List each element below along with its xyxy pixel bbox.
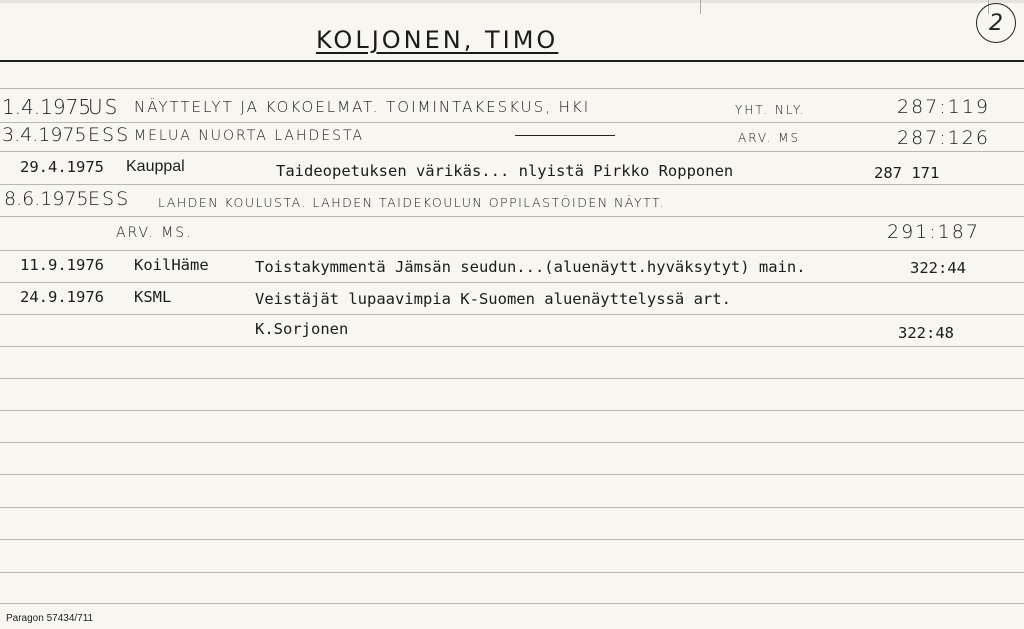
entry-ref: 322:48 (898, 324, 954, 342)
ruled-line (0, 250, 1024, 251)
ruled-line (0, 539, 1024, 540)
entry-date: 24.9.1976 (20, 288, 104, 306)
card-title: KOLJONEN, TIMO (316, 26, 559, 54)
entry-source: ESS (88, 124, 131, 146)
ruled-line (0, 603, 1024, 604)
entry-text: NÄYTTELYT JA KOKOELMAT. TOIMINTAKESKUS, HKI (134, 98, 591, 116)
entry-date: 1.4.1975 (2, 95, 92, 119)
card-number: 2 (989, 10, 1003, 36)
entry-ref: 287 171 (874, 164, 940, 182)
card-edge-mark (700, 0, 701, 14)
entry-ref: 287:126 (897, 127, 990, 149)
entry-extra: ARV. MS (738, 131, 801, 145)
entry-source: Kauppal (126, 158, 185, 175)
ruled-line (0, 282, 1024, 283)
ruled-line (0, 410, 1024, 411)
entry-date: 3.4.1975 (2, 124, 87, 146)
entry-source: US (88, 95, 120, 119)
ruled-line (0, 346, 1024, 347)
ruled-line (0, 507, 1024, 508)
ruled-line (0, 314, 1024, 315)
entry-source: ESS (88, 188, 131, 210)
entry-ref: 322:44 (910, 259, 966, 277)
entry-ref: 287:119 (897, 96, 990, 118)
entry-text: Taideopetuksen värikäs... nlyistä Pirkko Ropponen (276, 162, 734, 180)
ruled-line (0, 151, 1024, 152)
entry-text: MELUA NUORTA LAHDESTA (134, 128, 365, 144)
entry-source: KSML (134, 288, 172, 306)
entry-ref: 291:187 (887, 221, 980, 243)
ruled-line (0, 442, 1024, 443)
entry-source: KoilHäme (134, 256, 209, 274)
entry-extra: YHT. NLY. (735, 103, 806, 117)
entry-date: 8.6.1975 (4, 188, 89, 210)
entry-text: Toistakymmentä Jämsän seudun...(aluenäytt.hyväksytyt) main. (255, 258, 806, 276)
entry-date: 29.4.1975 (20, 158, 104, 176)
entry-date: 11.9.1976 (20, 256, 104, 274)
ruled-line (0, 88, 1024, 89)
ruled-line (0, 572, 1024, 573)
ditto-dash (515, 135, 615, 136)
ruled-line (0, 378, 1024, 379)
ruled-line (0, 122, 1024, 123)
ruled-line (0, 474, 1024, 475)
entry-author: K.Sorjonen (255, 320, 349, 338)
entry-text: Veistäjät lupaavimpia K-Suomen aluenäyttelyssä art. (255, 290, 731, 308)
card-number-badge (976, 3, 1016, 43)
card-top-edge (0, 0, 1024, 3)
ruled-line (0, 216, 1024, 217)
card-footer: Paragon 57434/711 (6, 613, 94, 624)
entry-extra: ARV. MS. (116, 225, 193, 241)
ruled-line (0, 184, 1024, 185)
entry-text: LAHDEN KOULUSTA. LAHDEN TAIDEKOULUN OPPILASTÖIDEN NÄYTT. (158, 195, 666, 210)
header-rule (0, 60, 1024, 62)
